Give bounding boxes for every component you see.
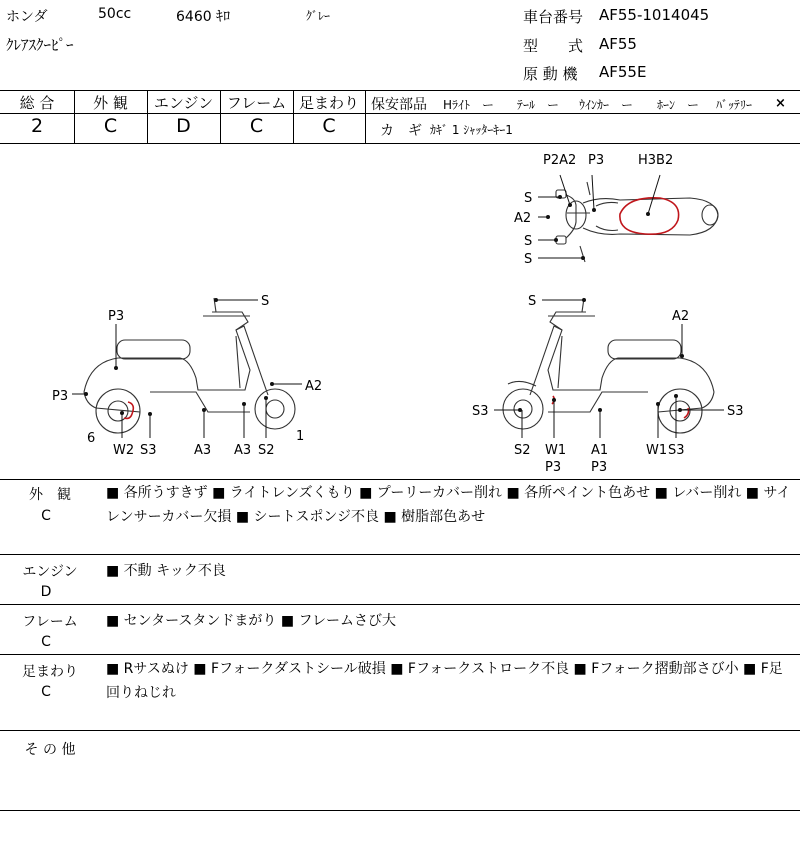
- section-text-frame: ■ センタースタンドまがり ■ フレームさび大: [106, 613, 396, 629]
- section-grade-suspension: C: [41, 684, 51, 700]
- diagram-label: W1: [646, 443, 668, 458]
- section-grade-engine: D: [40, 584, 52, 600]
- diagram-label: W1: [545, 443, 567, 458]
- chassis-label: 車台番号: [523, 8, 584, 26]
- diagram-label: A2: [514, 211, 532, 226]
- grade-value-suspension: C: [322, 115, 336, 137]
- diagram-label: P2A2: [543, 153, 577, 168]
- security-item-winker: ｳｲﾝｶｰ ー: [579, 98, 634, 112]
- diagram-label: A3: [234, 443, 252, 458]
- top-view-scooter: [556, 182, 718, 262]
- diagram-label: A2: [672, 309, 690, 324]
- grade-value-exterior: C: [103, 115, 118, 137]
- security-item-headlight: Hﾗｲﾄ ー: [443, 98, 495, 112]
- diagram-label: S2: [514, 443, 531, 458]
- diagram-label: S: [524, 234, 533, 249]
- diagram-label: S: [524, 252, 533, 267]
- grade-header-overall: 総 合: [19, 94, 55, 112]
- diagram-label: A1: [591, 443, 609, 458]
- security-item-battery: ﾊﾞｯﾃﾘｰ: [716, 98, 753, 112]
- diagram-label: S: [261, 294, 270, 309]
- grade-col-divider: [365, 90, 366, 143]
- diagram-label: S3: [472, 404, 489, 419]
- seat-damage-mark: [620, 198, 679, 234]
- diagram-label: 1: [296, 429, 305, 444]
- model-name: ｸﾚｱｽｸｰﾋﾟｰ: [6, 36, 74, 54]
- diagram-label: A3: [194, 443, 212, 458]
- diagram-label: 6: [87, 431, 96, 446]
- chassis-value: AF55-1014045: [599, 6, 710, 24]
- security-item-tail: ﾃｰﾙ ー: [517, 98, 560, 112]
- diagram-label: S3: [727, 404, 744, 419]
- diagram-label: S3: [668, 443, 685, 458]
- key-value: ｶｷﾞ 1 ｼｬｯﾀｰｷｰ1: [430, 123, 513, 137]
- grade-header-exterior: 外 観: [93, 94, 128, 112]
- displacement: 50cc: [98, 6, 132, 22]
- grade-header-engine: エンジン: [153, 94, 214, 112]
- grade-value-frame: C: [249, 115, 264, 137]
- battery-mark: ×: [775, 96, 786, 111]
- diagram-label: P3: [108, 309, 125, 324]
- diagram-label: S3: [140, 443, 157, 458]
- section-title-other: そ の 他: [24, 742, 76, 758]
- section-text-engine: ■ 不動 キック不良: [106, 563, 226, 579]
- engine-label: 原 動 機: [523, 65, 578, 83]
- section-title-engine: エンジン: [22, 564, 78, 580]
- diagram-label: P3: [591, 460, 608, 475]
- diagram-label: P3: [52, 389, 69, 404]
- diagram-label: P3: [545, 460, 562, 475]
- engine-value: AF55E: [599, 63, 647, 81]
- section-grade-frame: C: [41, 634, 51, 650]
- section-grade-exterior: C: [41, 508, 51, 524]
- diagram-label: S2: [258, 443, 275, 458]
- section-title-suspension: 足まわり: [22, 664, 78, 680]
- grade-header-frame: フレーム: [226, 94, 287, 112]
- section-text-exterior: ■ 各所うすきず ■ ライトレンズくもり ■ プーリーカバー削れ ■ 各所ペイント色あせ ■ レバー削れ ■ サイレンサーカバー欠損 ■ シートスポンジ不良 ■ 樹脂部色あせ: [106, 485, 791, 525]
- type-value: AF55: [599, 35, 637, 53]
- diagram-label: H3B2: [638, 153, 674, 168]
- diagram-label: W2: [113, 443, 135, 458]
- section-divider: [0, 810, 800, 811]
- section-divider: [0, 654, 800, 655]
- section-divider: [0, 604, 800, 605]
- grade-value-engine: D: [176, 115, 191, 137]
- key-label: カ ギ: [380, 123, 422, 139]
- diagram-label: S: [528, 294, 537, 309]
- section-title-frame: フレーム: [22, 614, 78, 630]
- color: ｸﾞﾚｰ: [306, 9, 331, 23]
- type-label: 型 式: [523, 37, 584, 55]
- grade-value-overall: 2: [30, 115, 44, 137]
- section-divider: [0, 730, 800, 731]
- grade-header-suspension: 足まわり: [298, 94, 359, 112]
- diagram-label: P3: [588, 153, 605, 168]
- security-item-horn: ﾎｰﾝ ー: [657, 98, 700, 112]
- security-label: 保安部品: [371, 97, 427, 113]
- maker: ホンダ: [6, 9, 48, 25]
- section-text-suspension: ■ Rサスぬけ ■ Fフォークダストシール破損 ■ Fフォークストローク不良 ■ Fフォーク摺動部さび小 ■ F足回りねじれ: [106, 661, 783, 701]
- damage-diagram: [0, 143, 800, 480]
- diagram-label: A2: [305, 379, 323, 394]
- section-divider: [0, 554, 800, 555]
- diagram-label: S: [524, 191, 533, 206]
- grade-table-top-border: [0, 90, 800, 91]
- section-title-exterior: 外 観: [29, 487, 71, 503]
- mileage: 6460 ｷﾛ: [176, 9, 231, 25]
- section-divider: [0, 479, 800, 480]
